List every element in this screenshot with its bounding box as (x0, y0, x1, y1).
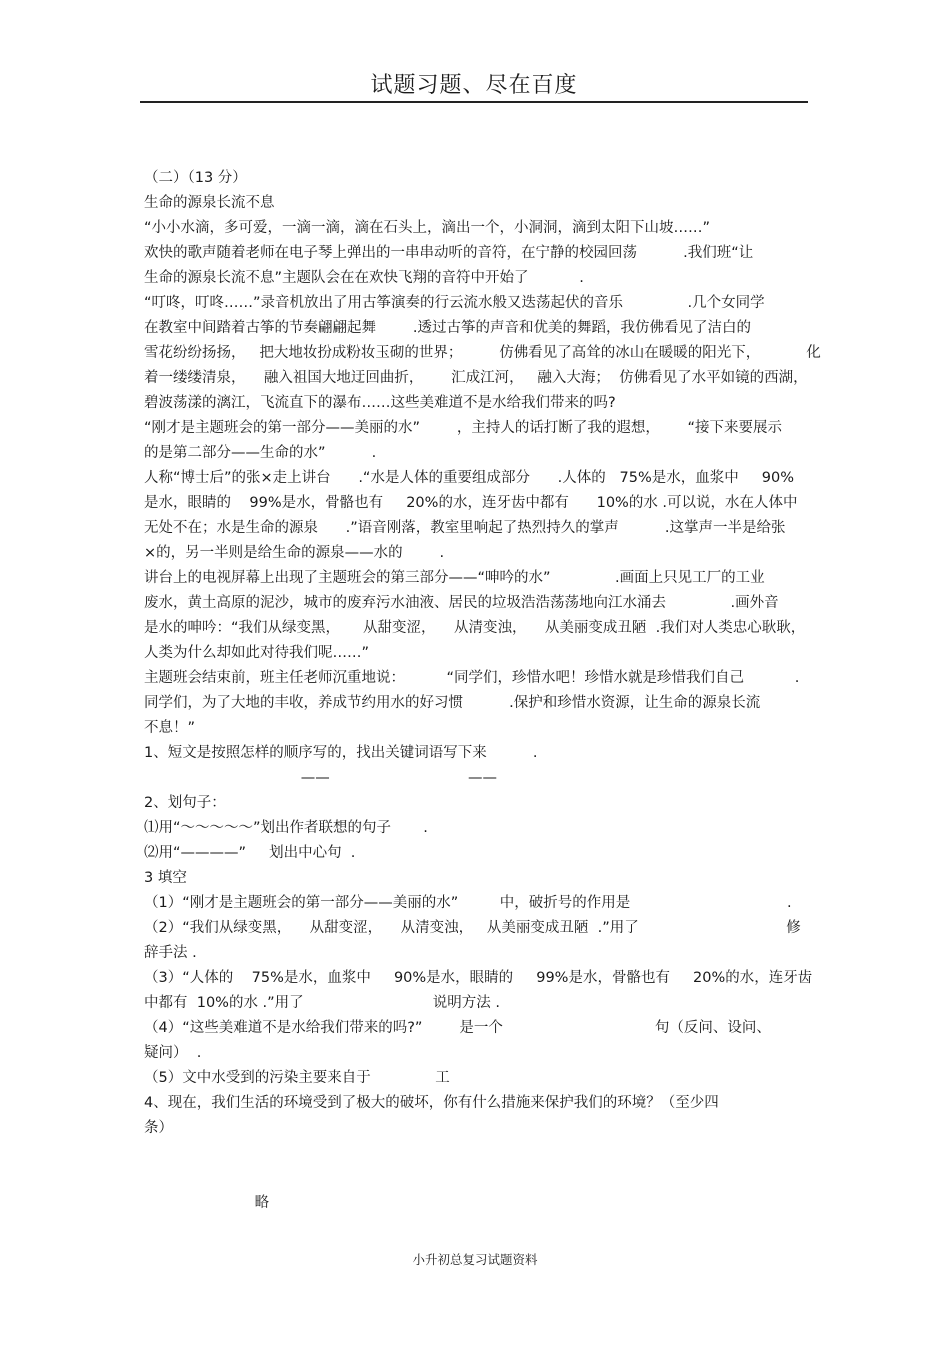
page-footer: 小升初总复习试题资料 (412, 1252, 538, 1267)
passage-line: 主题班会结束前，班主任老师沉重地说： “同学们，珍惜水吧！珍惜水就是珍惜我们自己 . (144, 670, 800, 686)
passage-line: 着一缕缕清泉， 融入祖国大地迂回曲折， 汇成江河， 融入大海； 仿佛看见了水平如镜的西湖， (144, 370, 808, 386)
passage-title: 生命的源泉长流不息 (144, 195, 275, 211)
question-3-item-3: （3）“人体的 75%是水，血浆中 90%是水，眼睛的 99%是水，骨骼也有 20%的水，连牙齿 (144, 970, 813, 986)
passage-line: 碧波荡漾的漓江，飞流直下的瀑布……这些美难道不是水给我们带来的吗? (144, 395, 616, 411)
question-2: 2、划句子： (144, 795, 226, 811)
question-3-item-4-cont: 疑问） . (144, 1045, 202, 1061)
header-divider (140, 101, 808, 103)
passage-line: “小小水滴，多可爱，一滴一滴，滴在石头上，滴出一个，小洞洞，滴到太阳下山坡……” (144, 220, 711, 236)
question-3-item-3-cont: 中都有 10%的水 .”用了 说明方法 . (144, 995, 500, 1011)
section-heading: （二）（13 分） (144, 170, 247, 186)
question-4-cont: 条） (144, 1120, 173, 1136)
passage-line: 讲台上的电视屏幕上出现了主题班会的第三部分——“呻吟的水” .画面上只见工厂的工业 (144, 570, 765, 586)
answer-note: 略 (144, 1195, 270, 1211)
passage-line: 人称“博士后”的张×走上讲台 .“水是人体的重要组成部分 .人体的 75%是水，血浆中 90% (144, 470, 795, 486)
question-3-item-2-cont: 辞手法 . (144, 945, 197, 961)
question-3-item-2: （2）“我们从绿变黑， 从甜变涩， 从清变浊， 从美丽变成丑陋 .”用了 修 (144, 920, 801, 936)
passage-line: 欢快的歌声随着老师在电子琴上弹出的一串串动听的音符，在宁静的校园回荡 .我们班“让 (144, 245, 754, 261)
passage-line: 是水的呻吟：“我们从绿变黑， 从甜变涩， 从清变浊， 从美丽变成丑陋 .我们对人类忠心耿耿， (144, 620, 806, 636)
passage-line: 不息！” (144, 720, 196, 736)
answer-blank-line: —— —— (144, 770, 497, 786)
question-3-item-5: （5）文中水受到的污染主要来自于 工 (144, 1070, 450, 1086)
passage-line: 无处不在；水是生命的源泉 .”语音刚落，教室里响起了热烈持久的掌声 .这掌声一半是给张 (144, 520, 786, 536)
passage-line: 生命的源泉长流不息”主题队会在在欢快飞翔的音符中开始了 . (144, 270, 584, 286)
passage-line: 是水，眼睛的 99%是水，骨骼也有 20%的水，连牙齿中都有 10%的水 .可以说，水在人体中 (144, 495, 798, 511)
passage-line: 废水，黄土高原的泥沙，城市的废弃污水油液、居民的垃圾浩浩荡荡地向江水涌去 .画外音 (144, 595, 779, 611)
question-2-part-2: ⑵用“————” 划出中心句 . (144, 845, 356, 861)
question-2-part-1: ⑴用“～～～～～”划出作者联想的句子 . (144, 820, 428, 836)
passage-line: “叮咚，叮咚……”录音机放出了用古筝演奏的行云流水般又迭荡起伏的音乐 .几个女同学 (144, 295, 765, 311)
question-3-item-4: （4）“这些美难道不是水给我们带来的吗?” 是一个 句（反问、设问、 (144, 1020, 771, 1036)
passage-line: 人类为什么却如此对待我们呢……” (144, 645, 370, 661)
page-title: 试题习题、尽在百度 (370, 73, 578, 98)
passage-line: 的是第二部分——生命的水” . (144, 445, 377, 461)
passage-line: “刚才是主题班会的第一部分——美丽的水” ，主持人的话打断了我的遐想， “接下来要展示 (144, 420, 783, 436)
passage-line: 雪花纷纷扬扬， 把大地妆扮成粉妆玉砌的世界； 仿佛看见了高耸的冰山在暖暖的阳光下， 化 (144, 345, 821, 361)
passage-line: ×的，另一半则是给生命的源泉——水的 . (144, 545, 445, 561)
question-1: 1、短文是按照怎样的顺序写的，找出关键词语写下来 . (144, 745, 538, 761)
passage-line: 在教室中间踏着古筝的节奏翩翩起舞 .透过古筝的声音和优美的舞蹈，我仿佛看见了洁白的 (144, 320, 751, 336)
question-4: 4、现在，我们生活的环境受到了极大的破坏，你有什么措施来保护我们的环境？（至少四 (144, 1095, 719, 1111)
question-3-item-1: （1）“刚才是主题班会的第一部分——美丽的水” 中，破折号的作用是 . (144, 895, 792, 911)
question-3: 3 填空 (144, 870, 187, 886)
passage-line: 同学们，为了大地的丰收，养成节约用水的好习惯 .保护和珍惜水资源，让生命的源泉长流 (144, 695, 761, 711)
